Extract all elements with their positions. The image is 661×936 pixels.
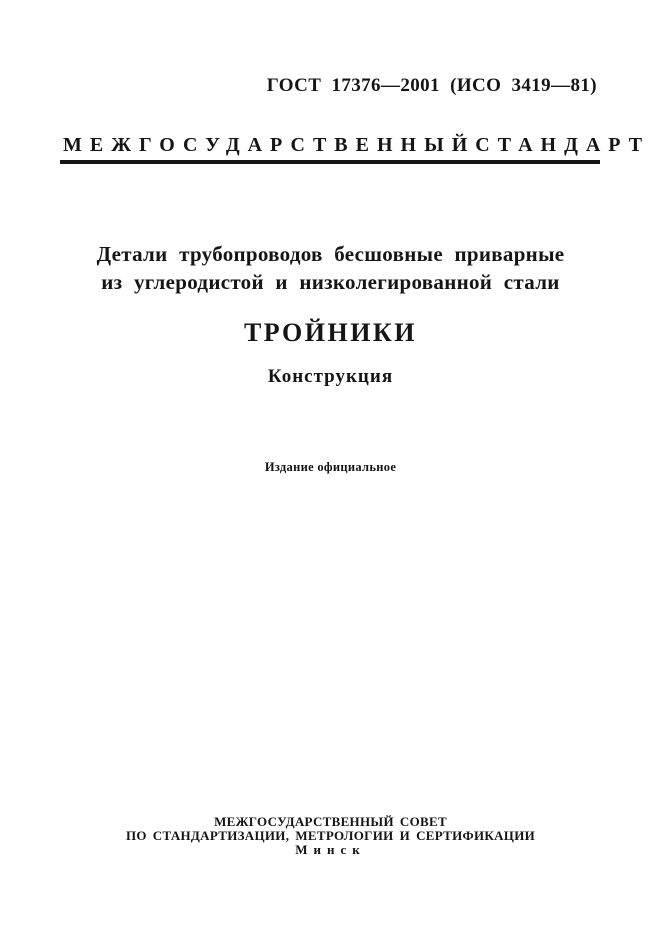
publisher-line-1: МЕЖГОСУДАРСТВЕННЫЙ СОВЕТ bbox=[214, 814, 447, 829]
title-line-2: из углеродистой и низколегированной стали bbox=[101, 270, 560, 294]
document-title bbox=[30, 240, 631, 296]
edition-note: Издание официальное bbox=[264, 460, 397, 474]
title-line-1: Детали трубопроводов бесшовные приварные bbox=[96, 242, 565, 266]
subject-heading: ТРОЙНИКИ bbox=[243, 318, 418, 347]
subtitle-heading: Конструкция bbox=[267, 366, 394, 387]
banner bbox=[63, 134, 651, 156]
publisher-block bbox=[0, 815, 661, 857]
banner-word-left: МЕЖГОСУДАРСТВЕННЫЙ bbox=[63, 134, 476, 156]
publisher-city: Минск bbox=[295, 842, 366, 857]
banner-word-right: СТАНДАРТ bbox=[475, 134, 651, 156]
banner-rule bbox=[60, 160, 600, 164]
standard-number: ГОСТ 17376—2001 (ИСО 3419—81) bbox=[266, 75, 597, 96]
publisher-line-2: ПО СТАНДАРТИЗАЦИИ, МЕТРОЛОГИИ И СЕРТИФИКАЦИИ bbox=[125, 828, 536, 843]
